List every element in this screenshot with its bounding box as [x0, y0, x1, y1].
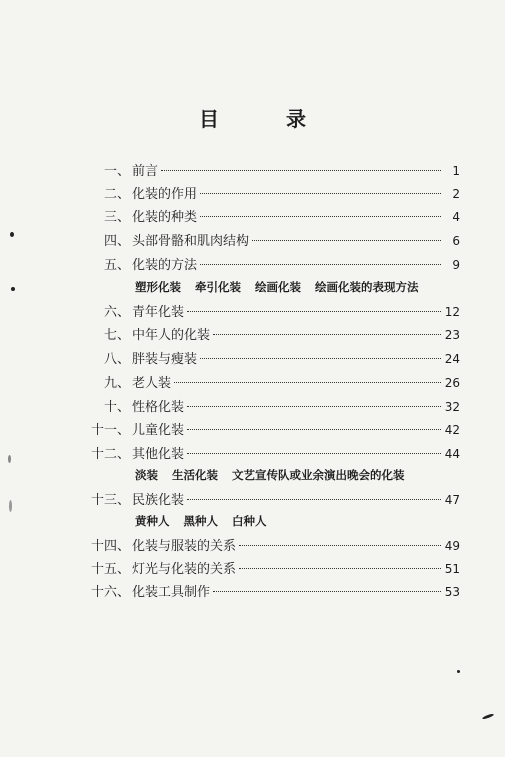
dot-leader — [187, 453, 441, 454]
scan-speck — [11, 287, 15, 291]
scan-speck — [457, 670, 460, 673]
entry-label: 性格化装 — [132, 400, 185, 415]
entry-page: 32 — [444, 400, 460, 414]
toc-entry-14[interactable] — [88, 537, 460, 555]
toc-entry-11[interactable] — [88, 421, 460, 439]
entry-label: 其他化装 — [132, 447, 185, 462]
toc-entry-4[interactable] — [88, 232, 460, 250]
entry-number: 八、 — [103, 352, 130, 367]
entry-page: 24 — [444, 352, 460, 366]
page-title: 目 录 — [199, 107, 336, 131]
entry-number: 三、 — [103, 210, 130, 225]
entry-label: 化装与服装的关系 — [132, 539, 237, 554]
dot-leader — [200, 193, 441, 194]
toc-entry-9[interactable] — [88, 374, 460, 392]
subtopic: 淡装 — [135, 468, 158, 482]
dot-leader — [187, 406, 441, 407]
dot-leader — [252, 240, 441, 241]
entry-page: 12 — [444, 305, 460, 319]
entry-label: 化装的方法 — [132, 258, 198, 273]
toc-entry-12[interactable] — [88, 445, 460, 463]
entry-label: 民族化装 — [132, 493, 185, 508]
subtopics-section-13 — [135, 513, 267, 529]
dot-leader — [239, 568, 441, 569]
entry-label: 青年化装 — [132, 305, 185, 320]
subtopic: 牵引化装 — [195, 280, 242, 294]
subtopics-section-12 — [135, 467, 405, 483]
entry-label: 灯光与化装的关系 — [132, 562, 237, 577]
entry-label: 化装工具制作 — [132, 585, 211, 600]
entry-label: 化装的作用 — [132, 187, 198, 202]
entry-page: 1 — [452, 164, 460, 178]
entry-page: 51 — [444, 562, 460, 576]
entry-number: 二、 — [103, 187, 130, 202]
entry-number: 六、 — [103, 305, 130, 320]
entry-number: 十一、 — [90, 423, 130, 438]
entry-number: 七、 — [103, 328, 130, 343]
toc-entry-15[interactable] — [88, 560, 460, 578]
entry-page: 42 — [444, 423, 460, 437]
entry-label: 老人装 — [132, 376, 172, 391]
dot-leader — [239, 545, 441, 546]
subtopic: 白种人 — [232, 514, 267, 528]
entry-label: 儿童化装 — [132, 423, 185, 438]
entry-number: 十三、 — [90, 493, 130, 508]
scan-speck — [482, 713, 494, 720]
dot-leader — [187, 499, 441, 500]
entry-page: 23 — [444, 328, 460, 342]
entry-page: 44 — [444, 447, 460, 461]
subtopic: 绘画化装 — [255, 280, 302, 294]
subtopic: 塑形化装 — [135, 280, 181, 294]
entry-label: 中年人的化装 — [132, 328, 211, 343]
entry-number: 一、 — [103, 164, 130, 179]
dot-leader — [200, 264, 441, 265]
entry-page: 6 — [452, 234, 460, 248]
entry-page: 4 — [452, 210, 460, 224]
subtopic: 生活化装 — [172, 468, 219, 482]
dot-leader — [200, 358, 441, 359]
entry-label: 胖装与瘦装 — [132, 352, 198, 367]
dot-leader — [213, 334, 441, 335]
entry-page: 26 — [444, 376, 460, 390]
subtopic: 文艺宣传队或业余演出晚会的化装 — [232, 468, 405, 482]
toc-entry-16[interactable] — [88, 583, 460, 601]
entry-number: 五、 — [103, 258, 130, 273]
entry-label: 前言 — [132, 164, 159, 179]
subtopic: 黄种人 — [135, 514, 170, 528]
dot-leader — [174, 382, 441, 383]
toc-entry-8[interactable] — [88, 350, 460, 368]
toc-entry-3[interactable] — [88, 208, 460, 226]
subtopics-section-5 — [135, 279, 419, 295]
entry-number: 十二、 — [90, 447, 130, 462]
entry-number: 十五、 — [90, 562, 130, 577]
toc-entry-5[interactable] — [88, 256, 460, 274]
entry-number: 十六、 — [90, 585, 130, 600]
toc-entry-6[interactable] — [88, 303, 460, 321]
scan-speck — [9, 500, 12, 512]
toc-entry-2[interactable] — [88, 185, 460, 203]
toc-entry-13[interactable] — [88, 491, 460, 509]
entry-page: 49 — [444, 539, 460, 553]
entry-page: 9 — [452, 258, 460, 272]
entry-page: 2 — [452, 187, 460, 201]
dot-leader — [187, 311, 441, 312]
scan-speck — [8, 455, 11, 463]
toc-entry-1[interactable] — [88, 162, 460, 180]
entry-number: 四、 — [103, 234, 130, 249]
entry-label: 头部骨骼和肌肉结构 — [132, 234, 250, 249]
dot-leader — [187, 429, 441, 430]
subtopic: 绘画化装的表现方法 — [315, 280, 419, 294]
dot-leader — [200, 216, 441, 217]
toc-entry-10[interactable] — [88, 398, 460, 416]
subtopic: 黑种人 — [183, 514, 219, 528]
entry-number: 十四、 — [90, 539, 130, 554]
dot-leader — [161, 170, 441, 171]
toc-entry-7[interactable] — [88, 326, 460, 344]
entry-page: 53 — [444, 585, 460, 599]
entry-page: 47 — [444, 493, 460, 507]
dot-leader — [213, 591, 441, 592]
entry-number: 九、 — [103, 376, 130, 391]
entry-label: 化装的种类 — [132, 210, 198, 225]
entry-number: 十、 — [103, 400, 130, 415]
scan-speck — [10, 232, 14, 237]
